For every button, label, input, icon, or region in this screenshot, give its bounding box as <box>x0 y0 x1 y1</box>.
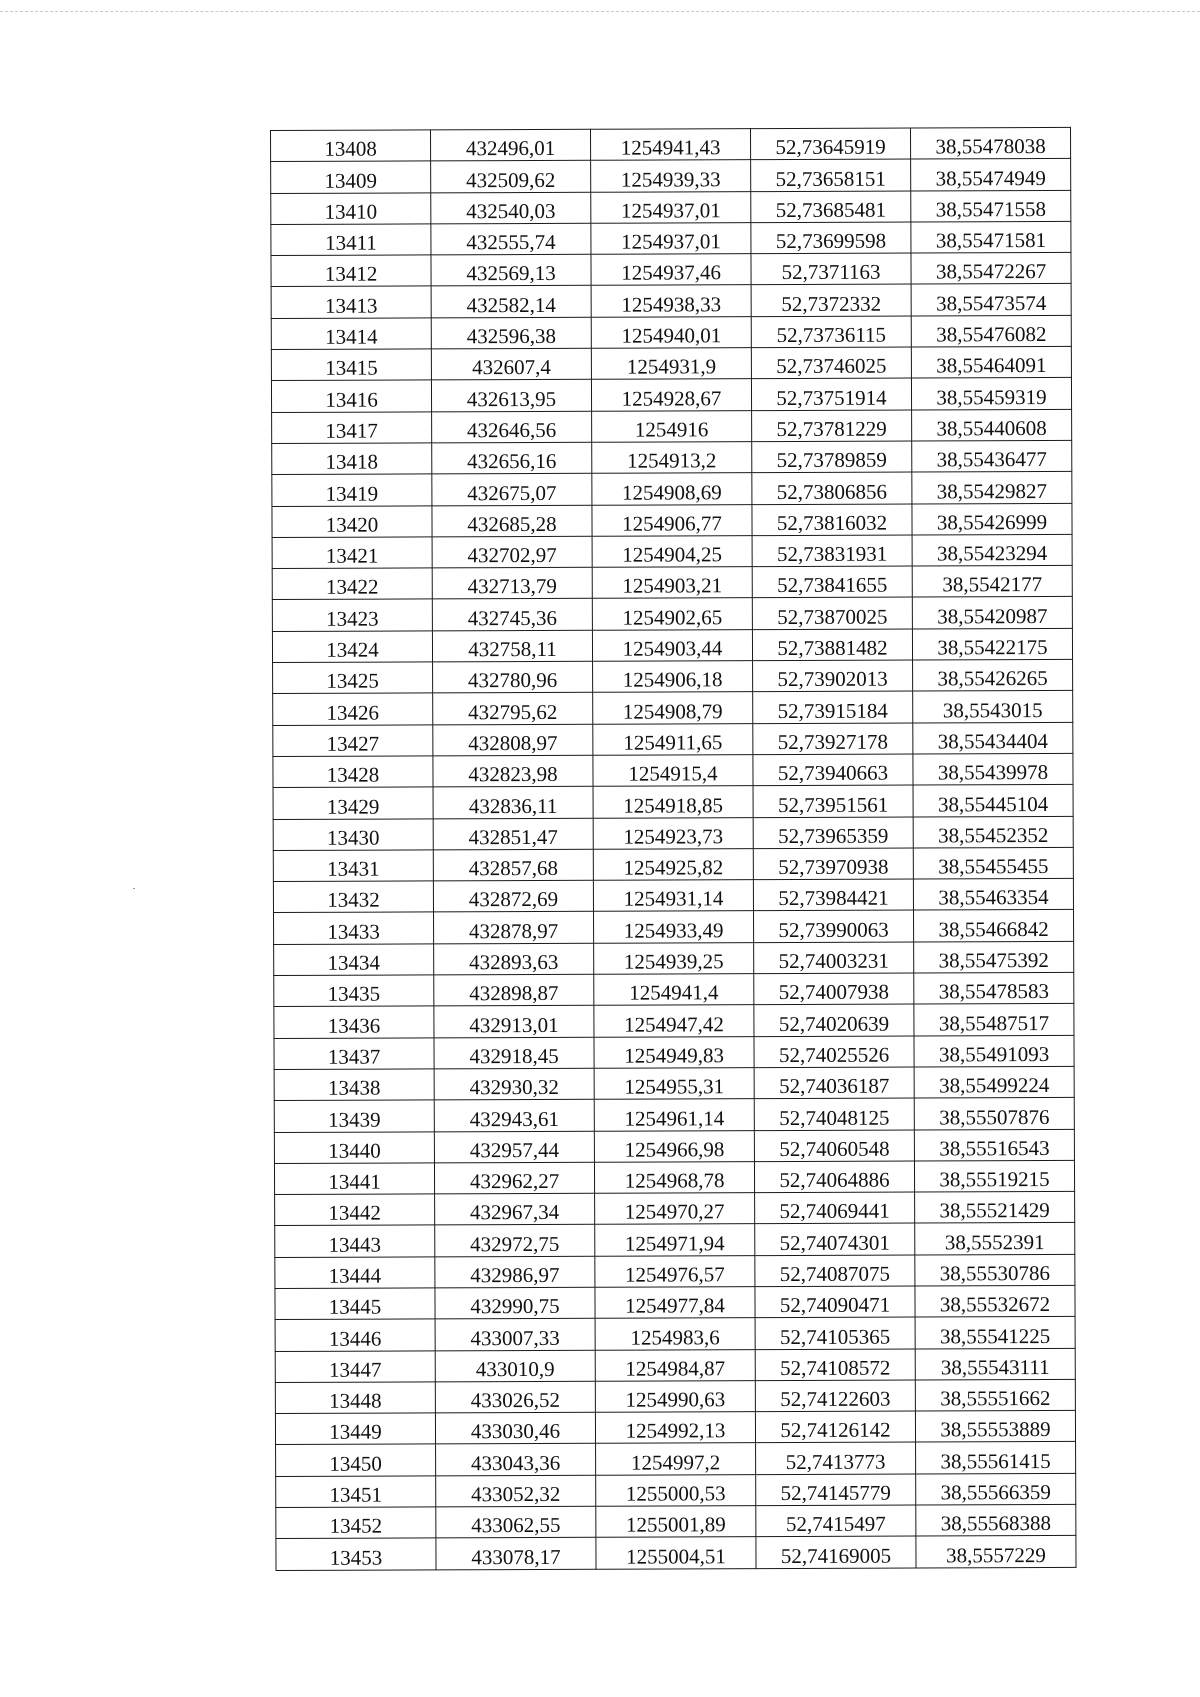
longitude-cell: 38,55568388 <box>916 1504 1076 1536</box>
y-coordinate-cell: 1254902,65 <box>592 598 752 630</box>
x-coordinate-cell: 432509,62 <box>431 161 591 193</box>
y-coordinate-cell: 1254904,25 <box>592 536 752 568</box>
latitude-cell: 52,74090471 <box>755 1286 915 1318</box>
y-coordinate-cell: 1254984,87 <box>595 1349 755 1381</box>
longitude-cell: 38,55487517 <box>914 1004 1074 1036</box>
latitude-cell: 52,73990063 <box>754 910 914 942</box>
y-coordinate-cell: 1254928,67 <box>591 379 751 411</box>
latitude-cell: 52,73781229 <box>752 410 912 442</box>
table-row <box>271 221 1071 255</box>
y-coordinate-cell: 1254903,44 <box>592 629 752 661</box>
table-row <box>273 722 1073 756</box>
point-number-cell: 13426 <box>273 693 433 725</box>
latitude-cell: 52,74003231 <box>754 942 914 974</box>
table-row <box>274 1160 1074 1194</box>
point-number-cell: 13416 <box>271 380 431 412</box>
table-row <box>274 910 1074 944</box>
x-coordinate-cell: 433030,46 <box>435 1412 595 1444</box>
point-number-cell: 13424 <box>272 631 432 663</box>
y-coordinate-cell: 1254968,78 <box>594 1161 754 1193</box>
table-row <box>271 315 1071 349</box>
point-number-cell: 13441 <box>274 1163 434 1195</box>
table-row <box>276 1504 1076 1538</box>
table-row <box>271 253 1071 287</box>
point-number-cell: 13440 <box>274 1131 434 1163</box>
y-coordinate-cell: 1254906,77 <box>592 504 752 536</box>
point-number-cell: 13417 <box>272 412 432 444</box>
point-number-cell: 13418 <box>272 443 432 475</box>
x-coordinate-cell: 432943,61 <box>434 1099 594 1131</box>
longitude-cell: 38,55553889 <box>915 1411 1075 1443</box>
longitude-cell: 38,55459319 <box>911 378 1071 410</box>
latitude-cell: 52,73751914 <box>751 378 911 410</box>
x-coordinate-cell: 432607,4 <box>431 348 591 380</box>
y-coordinate-cell: 1254937,46 <box>591 254 751 286</box>
longitude-cell: 38,55463354 <box>913 879 1073 911</box>
table-row <box>273 785 1073 819</box>
y-coordinate-cell: 1254940,01 <box>591 316 751 348</box>
table-row <box>271 190 1071 224</box>
x-coordinate-cell: 432745,36 <box>432 599 592 631</box>
point-number-cell: 13422 <box>272 568 432 600</box>
x-coordinate-cell: 433007,33 <box>435 1319 595 1351</box>
y-coordinate-cell: 1254908,69 <box>592 473 752 505</box>
table-row <box>273 847 1073 881</box>
scan-speck <box>133 888 135 889</box>
x-coordinate-cell: 432496,01 <box>431 129 591 161</box>
latitude-cell: 52,73984421 <box>753 879 913 911</box>
point-number-cell: 13442 <box>275 1194 435 1226</box>
latitude-cell: 52,73841655 <box>752 566 912 598</box>
x-coordinate-cell: 432646,56 <box>432 411 592 443</box>
y-coordinate-cell: 1254992,13 <box>595 1412 755 1444</box>
y-coordinate-cell: 1254971,94 <box>595 1224 755 1256</box>
table-row <box>275 1254 1075 1288</box>
latitude-cell: 52,73736115 <box>751 316 911 348</box>
x-coordinate-cell: 432675,07 <box>432 474 592 506</box>
latitude-cell: 52,74108572 <box>755 1349 915 1381</box>
coordinate-table <box>270 127 1077 1571</box>
y-coordinate-cell: 1254918,85 <box>593 786 753 818</box>
table-row <box>272 597 1072 631</box>
table-row <box>275 1317 1075 1351</box>
latitude-cell: 52,74036187 <box>754 1067 914 1099</box>
scan-edge-line <box>0 11 1200 12</box>
latitude-cell: 52,74048125 <box>754 1098 914 1130</box>
longitude-cell: 38,55466842 <box>914 910 1074 942</box>
x-coordinate-cell: 432930,32 <box>434 1068 594 1100</box>
point-number-cell: 13425 <box>273 662 433 694</box>
table-row <box>273 691 1073 725</box>
y-coordinate-cell: 1254906,18 <box>593 661 753 693</box>
latitude-cell: 52,73806856 <box>752 472 912 504</box>
y-coordinate-cell: 1255001,89 <box>596 1506 756 1538</box>
longitude-cell: 38,55434404 <box>913 722 1073 754</box>
y-coordinate-cell: 1254933,49 <box>594 911 754 943</box>
latitude-cell: 52,74169005 <box>756 1536 916 1568</box>
longitude-cell: 38,55532672 <box>915 1285 1075 1317</box>
x-coordinate-cell: 433078,17 <box>436 1538 596 1570</box>
longitude-cell: 38,55471558 <box>911 190 1071 222</box>
y-coordinate-cell: 1254931,9 <box>591 348 751 380</box>
y-coordinate-cell: 1254949,83 <box>594 1036 754 1068</box>
latitude-cell: 52,74087075 <box>755 1255 915 1287</box>
y-coordinate-cell: 1254941,4 <box>594 974 754 1006</box>
latitude-cell: 52,73685481 <box>751 191 911 223</box>
table-row <box>274 1098 1074 1132</box>
table-row <box>275 1192 1075 1226</box>
longitude-cell: 38,55519215 <box>914 1160 1074 1192</box>
table-row <box>273 816 1073 850</box>
latitude-cell: 52,74020639 <box>754 1004 914 1036</box>
table-row <box>274 1129 1074 1163</box>
longitude-cell: 38,55516543 <box>914 1129 1074 1161</box>
y-coordinate-cell: 1254938,33 <box>591 285 751 317</box>
x-coordinate-cell: 432555,74 <box>431 223 591 255</box>
longitude-cell: 38,5552391 <box>915 1223 1075 1255</box>
x-coordinate-cell: 432808,97 <box>433 724 593 756</box>
longitude-cell: 38,55507876 <box>914 1098 1074 1130</box>
x-coordinate-cell: 432898,87 <box>434 974 594 1006</box>
x-coordinate-cell: 432986,97 <box>435 1256 595 1288</box>
y-coordinate-cell: 1254903,21 <box>592 567 752 599</box>
x-coordinate-cell: 432957,44 <box>434 1131 594 1163</box>
point-number-cell: 13413 <box>271 286 431 318</box>
table-row <box>272 503 1072 537</box>
latitude-cell: 52,7371163 <box>751 253 911 285</box>
table-row <box>274 1004 1074 1038</box>
x-coordinate-cell: 432878,97 <box>434 912 594 944</box>
y-coordinate-cell: 1254976,57 <box>595 1255 755 1287</box>
latitude-cell: 52,74025526 <box>754 1036 914 1068</box>
longitude-cell: 38,55420987 <box>912 597 1072 629</box>
x-coordinate-cell: 432967,34 <box>435 1193 595 1225</box>
table-row <box>276 1536 1076 1570</box>
longitude-cell: 38,5542177 <box>912 566 1072 598</box>
y-coordinate-cell: 1254937,01 <box>591 191 751 223</box>
x-coordinate-cell: 432713,79 <box>432 567 592 599</box>
latitude-cell: 52,73881482 <box>752 629 912 661</box>
latitude-cell: 52,73965359 <box>753 817 913 849</box>
x-coordinate-cell: 432823,98 <box>433 755 593 787</box>
x-coordinate-cell: 432685,28 <box>432 505 592 537</box>
table-row <box>276 1442 1076 1476</box>
table-row <box>275 1411 1075 1445</box>
x-coordinate-cell: 432836,11 <box>433 786 593 818</box>
point-number-cell: 13434 <box>274 944 434 976</box>
longitude-cell: 38,5543015 <box>913 691 1073 723</box>
y-coordinate-cell: 1254908,79 <box>593 692 753 724</box>
longitude-cell: 38,55478038 <box>910 127 1070 159</box>
longitude-cell: 38,55543111 <box>915 1348 1075 1380</box>
latitude-cell: 52,73951561 <box>753 785 913 817</box>
longitude-cell: 38,55422175 <box>912 628 1072 660</box>
table-row <box>275 1379 1075 1413</box>
x-coordinate-cell: 432913,01 <box>434 1006 594 1038</box>
longitude-cell: 38,55423294 <box>912 534 1072 566</box>
point-number-cell: 13408 <box>271 130 431 162</box>
point-number-cell: 13449 <box>275 1413 435 1445</box>
table-row <box>275 1285 1075 1319</box>
longitude-cell: 38,55491093 <box>914 1035 1074 1067</box>
longitude-cell: 38,55471581 <box>911 221 1071 253</box>
table-row <box>275 1223 1075 1257</box>
x-coordinate-cell: 432758,11 <box>432 630 592 662</box>
point-number-cell: 13423 <box>272 599 432 631</box>
x-coordinate-cell: 433043,36 <box>436 1444 596 1476</box>
y-coordinate-cell: 1254915,4 <box>593 755 753 787</box>
longitude-cell: 38,55440608 <box>912 409 1072 441</box>
point-number-cell: 13443 <box>275 1225 435 1257</box>
longitude-cell: 38,55429827 <box>912 472 1072 504</box>
latitude-cell: 52,73746025 <box>751 347 911 379</box>
longitude-cell: 38,5557229 <box>916 1536 1076 1568</box>
x-coordinate-cell: 432569,13 <box>431 254 591 286</box>
point-number-cell: 13428 <box>273 756 433 788</box>
longitude-cell: 38,55426265 <box>913 659 1073 691</box>
y-coordinate-cell: 1255000,53 <box>596 1474 756 1506</box>
table-row <box>274 1035 1074 1069</box>
point-number-cell: 13419 <box>272 474 432 506</box>
longitude-cell: 38,55436477 <box>912 440 1072 472</box>
table-row <box>274 972 1074 1006</box>
point-number-cell: 13444 <box>275 1257 435 1289</box>
longitude-cell: 38,55561415 <box>916 1442 1076 1474</box>
point-number-cell: 13410 <box>271 192 431 224</box>
longitude-cell: 38,55541225 <box>915 1317 1075 1349</box>
latitude-cell: 52,73870025 <box>752 597 912 629</box>
point-number-cell: 13421 <box>272 537 432 569</box>
x-coordinate-cell: 432780,96 <box>433 661 593 693</box>
y-coordinate-cell: 1254966,98 <box>594 1130 754 1162</box>
table-row <box>271 127 1071 161</box>
y-coordinate-cell: 1254983,6 <box>595 1318 755 1350</box>
y-coordinate-cell: 1254931,14 <box>593 880 753 912</box>
point-number-cell: 13427 <box>273 725 433 757</box>
x-coordinate-cell: 433052,32 <box>436 1475 596 1507</box>
longitude-cell: 38,55566359 <box>916 1473 1076 1505</box>
longitude-cell: 38,55455455 <box>913 847 1073 879</box>
longitude-cell: 38,55464091 <box>911 347 1071 379</box>
latitude-cell: 52,73970938 <box>753 848 913 880</box>
y-coordinate-cell: 1254913,2 <box>592 442 752 474</box>
table-row <box>274 941 1074 975</box>
latitude-cell: 52,74122603 <box>755 1380 915 1412</box>
x-coordinate-cell: 432990,75 <box>435 1287 595 1319</box>
point-number-cell: 13439 <box>274 1100 434 1132</box>
table-row <box>271 159 1071 193</box>
point-number-cell: 13431 <box>273 850 433 882</box>
point-number-cell: 13415 <box>271 349 431 381</box>
point-number-cell: 13433 <box>274 912 434 944</box>
y-coordinate-cell: 1254990,63 <box>595 1381 755 1413</box>
point-number-cell: 13437 <box>274 1037 434 1069</box>
latitude-cell: 52,73658151 <box>751 159 911 191</box>
table-row <box>272 534 1072 568</box>
x-coordinate-cell: 432851,47 <box>433 818 593 850</box>
x-coordinate-cell: 432962,27 <box>434 1162 594 1194</box>
latitude-cell: 52,74069441 <box>755 1192 915 1224</box>
x-coordinate-cell: 432893,63 <box>434 943 594 975</box>
x-coordinate-cell: 432613,95 <box>431 380 591 412</box>
y-coordinate-cell: 1254925,82 <box>593 848 753 880</box>
table-row <box>273 753 1073 787</box>
y-coordinate-cell: 1254955,31 <box>594 1068 754 1100</box>
y-coordinate-cell: 1254939,33 <box>591 160 751 192</box>
point-number-cell: 13436 <box>274 1006 434 1038</box>
latitude-cell: 52,7415497 <box>756 1505 916 1537</box>
longitude-cell: 38,55551662 <box>915 1379 1075 1411</box>
point-number-cell: 13411 <box>271 224 431 256</box>
point-number-cell: 13452 <box>276 1507 436 1539</box>
coordinate-table-body <box>271 127 1077 1570</box>
latitude-cell: 52,74074301 <box>755 1223 915 1255</box>
latitude-cell: 52,73915184 <box>753 691 913 723</box>
table-row <box>272 409 1072 443</box>
point-number-cell: 13447 <box>275 1350 435 1382</box>
point-number-cell: 13430 <box>273 818 433 850</box>
longitude-cell: 38,55439978 <box>913 753 1073 785</box>
longitude-cell: 38,55499224 <box>914 1066 1074 1098</box>
latitude-cell: 52,74007938 <box>754 973 914 1005</box>
table-row <box>272 440 1072 474</box>
x-coordinate-cell: 432872,69 <box>433 880 593 912</box>
point-number-cell: 13453 <box>276 1538 436 1570</box>
x-coordinate-cell: 433062,55 <box>436 1506 596 1538</box>
x-coordinate-cell: 432540,03 <box>431 192 591 224</box>
y-coordinate-cell: 1254923,73 <box>593 817 753 849</box>
point-number-cell: 13420 <box>272 505 432 537</box>
longitude-cell: 38,55476082 <box>911 315 1071 347</box>
y-coordinate-cell: 1254937,01 <box>591 223 751 255</box>
latitude-cell: 52,7372332 <box>751 285 911 317</box>
point-number-cell: 13450 <box>276 1444 436 1476</box>
table-row <box>274 1066 1074 1100</box>
latitude-cell: 52,73831931 <box>752 535 912 567</box>
latitude-cell: 52,73699598 <box>751 222 911 254</box>
y-coordinate-cell: 1254939,25 <box>594 942 754 974</box>
x-coordinate-cell: 433010,9 <box>435 1350 595 1382</box>
latitude-cell: 52,73645919 <box>750 128 910 160</box>
x-coordinate-cell: 432857,68 <box>433 849 593 881</box>
longitude-cell: 38,55472267 <box>911 253 1071 285</box>
table-row <box>271 378 1071 412</box>
table-row <box>273 879 1073 913</box>
latitude-cell: 52,73927178 <box>753 723 913 755</box>
longitude-cell: 38,55445104 <box>913 785 1073 817</box>
longitude-cell: 38,55521429 <box>915 1192 1075 1224</box>
point-number-cell: 13446 <box>275 1319 435 1351</box>
x-coordinate-cell: 432656,16 <box>432 442 592 474</box>
y-coordinate-cell: 1254941,43 <box>590 129 750 161</box>
point-number-cell: 13445 <box>275 1288 435 1320</box>
y-coordinate-cell: 1255004,51 <box>596 1537 756 1569</box>
latitude-cell: 52,7413773 <box>756 1442 916 1474</box>
table-row <box>272 628 1072 662</box>
x-coordinate-cell: 432918,45 <box>434 1037 594 1069</box>
table-row <box>272 566 1072 600</box>
longitude-cell: 38,55530786 <box>915 1254 1075 1286</box>
y-coordinate-cell: 1254911,65 <box>593 723 753 755</box>
table-row <box>271 284 1071 318</box>
x-coordinate-cell: 432702,97 <box>432 536 592 568</box>
point-number-cell: 13448 <box>275 1382 435 1414</box>
longitude-cell: 38,55478583 <box>914 972 1074 1004</box>
latitude-cell: 52,73816032 <box>752 504 912 536</box>
x-coordinate-cell: 432596,38 <box>431 317 591 349</box>
point-number-cell: 13438 <box>274 1069 434 1101</box>
x-coordinate-cell: 433026,52 <box>435 1381 595 1413</box>
y-coordinate-cell: 1254977,84 <box>595 1287 755 1319</box>
longitude-cell: 38,55474949 <box>911 159 1071 191</box>
y-coordinate-cell: 1254916 <box>592 410 752 442</box>
point-number-cell: 13409 <box>271 161 431 193</box>
y-coordinate-cell: 1254997,2 <box>596 1443 756 1475</box>
x-coordinate-cell: 432795,62 <box>433 693 593 725</box>
latitude-cell: 52,73940663 <box>753 754 913 786</box>
point-number-cell: 13414 <box>271 318 431 350</box>
point-number-cell: 13451 <box>276 1476 436 1508</box>
latitude-cell: 52,73789859 <box>752 441 912 473</box>
latitude-cell: 52,74126142 <box>755 1411 915 1443</box>
table-row <box>271 347 1071 381</box>
latitude-cell: 52,74105365 <box>755 1317 915 1349</box>
table-row <box>275 1348 1075 1382</box>
table-row <box>276 1473 1076 1507</box>
latitude-cell: 52,74064886 <box>754 1161 914 1193</box>
x-coordinate-cell: 432972,75 <box>435 1225 595 1257</box>
longitude-cell: 38,55475392 <box>914 941 1074 973</box>
longitude-cell: 38,55452352 <box>913 816 1073 848</box>
y-coordinate-cell: 1254961,14 <box>594 1099 754 1131</box>
point-number-cell: 13432 <box>273 881 433 913</box>
longitude-cell: 38,55426999 <box>912 503 1072 535</box>
table-row <box>272 472 1072 506</box>
point-number-cell: 13435 <box>274 975 434 1007</box>
table-row <box>273 659 1073 693</box>
y-coordinate-cell: 1254970,27 <box>595 1193 755 1225</box>
latitude-cell: 52,74145779 <box>756 1474 916 1506</box>
y-coordinate-cell: 1254947,42 <box>594 1005 754 1037</box>
latitude-cell: 52,74060548 <box>754 1130 914 1162</box>
longitude-cell: 38,55473574 <box>911 284 1071 316</box>
x-coordinate-cell: 432582,14 <box>431 286 591 318</box>
point-number-cell: 13412 <box>271 255 431 287</box>
latitude-cell: 52,73902013 <box>753 660 913 692</box>
point-number-cell: 13429 <box>273 787 433 819</box>
